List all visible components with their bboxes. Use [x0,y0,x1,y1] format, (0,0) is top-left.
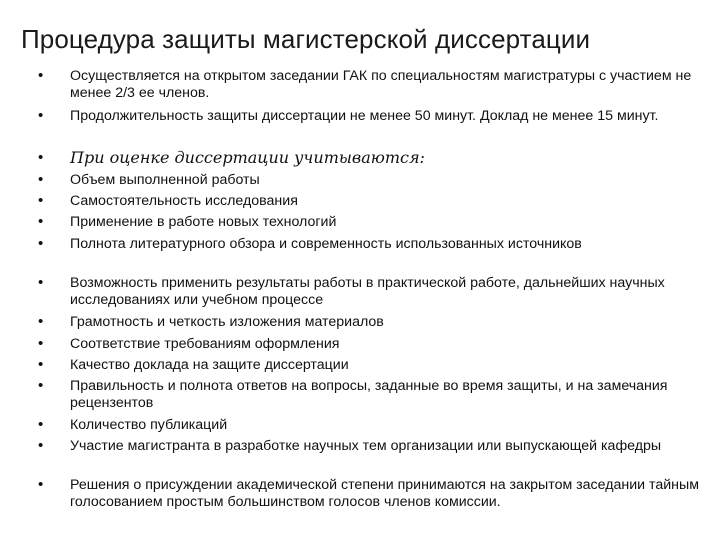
list-item-text: Возможность применить результаты работы в практической работе, дальнейших научных исследованиях или учебном процессе [70,275,665,308]
bullet-icon: • [38,171,44,188]
bullet-icon: • [38,67,44,84]
bullet-icon: • [38,377,44,394]
list-item-text: Соответствие требованиям оформления [70,336,340,352]
list-item-heading: При оценке диссертации учитываются: [70,148,425,167]
bullet-icon: • [38,356,44,373]
list-item-text: Применение в работе новых технологий [70,214,337,230]
bullet-icon: • [38,476,44,493]
list-item-text: Осуществляется на открытом заседании ГАК по специальностям магистратуры с участием не менее 2/3 ее членов. [70,68,692,101]
bullet-icon: • [38,107,44,124]
list-item-text: Правильность и полнота ответов на вопросы, заданные во время защиты, и на замечания рецензентов [70,378,668,411]
list-item-text: Грамотность и четкость изложения материалов [70,314,384,330]
list-item-text: Участие магистранта в разработке научных тем организации или выпускающей кафедры [70,438,662,454]
bullet-icon: • [38,437,44,454]
list-item-text: Объем выполненной работы [70,172,260,188]
bullet-icon: • [38,313,44,330]
list-item-text: Количество публикаций [70,417,228,433]
list-item-text: Решения о присуждении академической степени принимаются на закрытом заседании тайным голосованием простым большинством голосов членов комиссии. [70,477,699,510]
bullet-icon: • [38,335,44,352]
list-item-text: Полнота литературного обзора и современность использованных источников [70,236,582,252]
bullet-icon: • [38,213,44,230]
list-item-text: Качество доклада на защите диссертации [70,357,349,373]
bullet-icon: • [38,416,44,433]
bullet-icon: • [38,274,44,291]
bullet-icon: • [38,149,44,166]
bullet-icon: • [38,235,44,252]
bullet-icon: • [38,192,44,209]
list-item-text: Самостоятельность исследования [70,193,298,209]
list-item-text: Продолжительность защиты диссертации не менее 50 минут. Доклад не менее 15 минут. [70,108,659,124]
slide-title: Процедура защиты магистерской диссертации [21,24,591,54]
